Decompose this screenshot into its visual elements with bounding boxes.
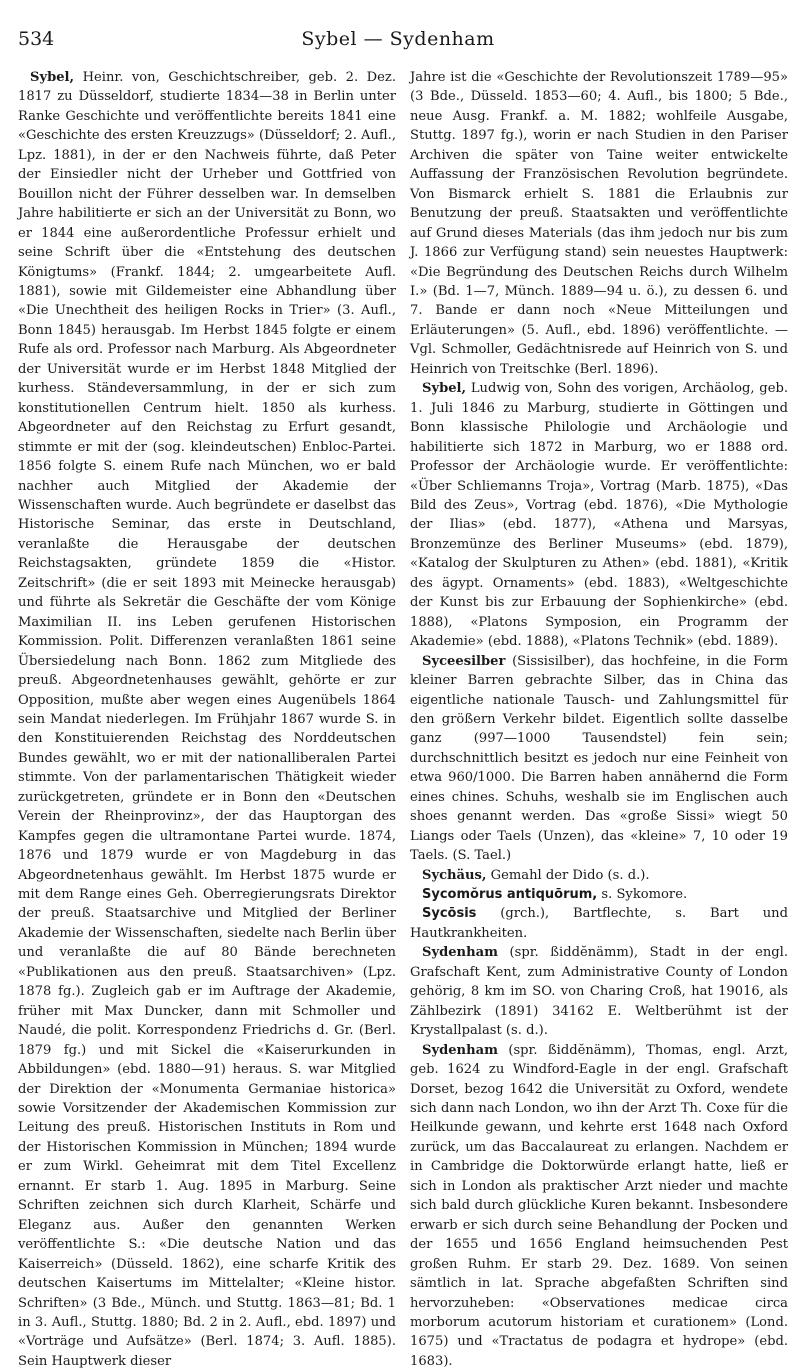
entry-sydenham-town <box>410 943 788 1040</box>
entry-text: Gemahl der Dido (s. d.). <box>490 867 650 883</box>
entry-headword: Sybel, <box>30 70 75 85</box>
entry-syceesilber <box>410 652 788 866</box>
entry-sybel-ludwig <box>410 379 788 651</box>
entry-headword: Sybel, <box>422 381 467 397</box>
right-column <box>410 68 789 1369</box>
entry-sychaeus <box>410 866 788 885</box>
entry-sydenham-thomas <box>410 1041 788 1371</box>
entry-text: Heinr. von, Geschichtschreiber, geb. 2. Dez. 1817 zu Düsseldorf, studierte 1834—38 in Berlin unter Ranke Geschichte und veröffentlichte bereits 1841 eine «Geschichte des ersten Kreuzzugs» (Düsseldorf; 2. Aufl., Lpz. 1881), in der er den Nachweis führte, daß Peter der Einsiedler nicht der Urheber und Gottfried von Bouillon nicht der Führer desselben war. In demselben Jahre habilitierte er sich an der Universität zu Bonn, wo er 1844 eine außerordentliche Professur erhielt und seine Schrift über die «Entstehung des deutschen Königtums» (Frankf. 1844; 2. umgearbeitete Aufl. 1881), sowie mit Gildemeister eine Abhandlung über «Die Unechtheit des heiligen Rocks in Trier» (3. Aufl., Bonn 1845) herausgab. Im Herbst 1845 folgte er einem Rufe als ord. Professor nach Marburg. Als Abgeordneter der Universität wurde er im Herbst 1848 Mitglied der kurhess. Ständeversammlung, in der er sich zum konstitutionellen Centrum hielt. 1850 als kurhess. Abgeordneter auf den Reichstag zu Erfurt gesandt, stimmte er mit der (sog. kleindeutschen) Enbloc-Partei. 1856 folgte S. einem Rufe nach München, wo er bald nachher auch Mitglied der Akademie der Wissenschaften wurde. Auch begründete er daselbst das Historische Seminar, das erste in Deutschland, veranlaßte die Herausgabe der deutschen Reichstagsakten, gründete 1859 die «Histor. Zeitschrift» (die er seit 1893 mit Meinecke herausgab) und führte als Sekretär die Geschäfte der vom Könige Maximilian II. ins Leben gerufenen Historischen Kommission. Polit. Differenzen veranlaßten 1861 seine Übersiedelung nach Bonn. 1862 zum Mitgliede des preuß. Abgeordnetenhauses gewählt, gehörte er zur Opposition, mußte aber wegen eines Augenübels 1864 sein Mandat niederlegen. Im Frühjahr 1867 wurde S. in den Konstituierenden Reichstag des Norddeutschen Bundes gewählt, wo er mit der nationalliberalen Partei stimmte. Von der parlamentarischen Thätigkeit wieder zurückgetreten, gründete er in Bonn den «Deutschen Verein der Rheinprovinz», der das Hauptorgan des Kampfes gegen die ultramontane Partei wurde. 1874, 1876 und 1879 wurde er von Magdeburg in das Abgeordnetenhaus gewählt. Im Herbst 1875 wurde er mit dem Range eines Geh. Oberregierungsrats Direktor der preuß. Staatsarchive und Mitglied der Berliner Akademie der Wissenschaften, siedelte nach Berlin über und veranlaßte die auf 80 Bände berechneten «Publikationen aus den preuß. Staatsarchiven» (Lpz. 1878 fg.). Zugleich gab er im Auftrage der Akademie, früher mit Max Duncker, dann mit Schmoller und Naudé, die polit. Korrespondenz Friedrichs d. Gr. (Berl. 1879 fg.) und mit Sickel die «Kaiserurkunden in Abbildungen» (ebd. 1880—91) heraus. S. war Mitglied der Direktion der «Monumenta Germaniae historica» sowie Vorsitzender der Akademischen Kommission zur Leitung des preuß. Historischen Instituts in Rom und der Historischen Kommission in München; 1894 wurde er zum Wirkl. Geheimrat mit dem Titel Excellenz ernannt. Er starb 1. Aug. 1895 in Marburg. Seine Schriften zeichnen sich durch Klarheit, Schärfe und Eleganz aus. Außer den genannten Werken veröffentlichte S.: «Die deutsche Nation und das Kaiserreich» (Düsseld. 1862), eine scharfe Kritik des deutschen Kaisertums im Mittelalter; «Kleine histor. Schriften» (3 Bde., Münch. und Stuttg. 1863—81; Bd. 1 in 3. Aufl., Stuttg. 1880; Bd. 2 in 2. Aufl., ebd. 1897) und «Vorträge und Aufsätze» (Berl. 1874; 3. Aufl. 1885). Sein Hauptwerk dieser <box>18 70 396 1369</box>
entry-headword: Sycōsis <box>422 906 477 922</box>
entry-text: (spr. ßiddĕnämm), Thomas, engl. Arzt, geb. 1624 zu Windford-Eagle in der engl. Grafschaft Dorset, bezog 1642 die Universität zu Oxford, wendete sich dann nach London, wo ihn der Arzt Th. Coxe für die Heilkunde gewann, und kehrte erst 1648 nach Oxford zurück, um das Baccalaureat zu erlangen. Nachdem er in Cambridge die Doktorwürde erlangt hatte, ließ er sich in London als praktischer Arzt nieder und machte sich bald durch glückliche Kuren bekannt. Insbesondere erwarb er sich durch seine Behandlung der Pocken und der 1655 und 1656 England heimsuchenden Pest großen Ruhm. Er starb 29. Dez. 1689. Von seinen sämtlich in lat. Sprache abgefaßten Schriften sind hervorzuheben: «Observationes medicae circa morborum acutorum historiam et curationem» (Lond. 1675) und «Tractatus de podagra et hydrope» (ebd. 1683). <box>410 1042 789 1369</box>
entry-text: s. Sykomore. <box>601 887 688 903</box>
entry-headword: Sydenham <box>422 945 498 961</box>
entry-sycosis <box>410 904 788 943</box>
entry-headword: Sycomŏrus antiquōrum, <box>422 887 598 903</box>
entry-sycomorus <box>410 885 788 904</box>
entry-text: (grch.), Bartflechte, s. Bart und Hautkrankheiten. <box>410 906 788 941</box>
entry-text: (Sissisilber), das hochfeine, in die Form kleiner Barren gebrachte Silber, das in China das eigentliche nationale Tausch- und Zahlungsmittel für den größern Verkehr bildet. Eigentlich sollte dasselbe ganz (997—1000 Tausendstel) fein sein; durchschnittlich besitzt es jedoch nur eine Feinheit von etwa 960/1000. Die Barren haben annähernd die Form eines chines. Schuhs, weshalb sie im Englischen auch shoes genannt werden. Das «große Sissi» wiegt 50 Liangs oder Taels (Unzen), das «kleine» 7, 10 oder 19 Taels. (S. Tael.) <box>410 653 788 864</box>
entry-text: Ludwig von, Sohn des vorigen, Archäolog, geb. 1. Juli 1846 zu Marburg, studierte in Göttingen und Bonn klassische Philologie und Archäologie und habilitierte sich 1872 in Marburg, wo er 1888 ord. Professor der Archäologie wurde. Er veröffentlichte: «Über Schliemanns Troja», Vortrag (Marb. 1875), «Das Bild des Zeus», Vortrag (ebd. 1876), «Die Mythologie der Ilias» (ebd. 1877), «Athena und Marsyas, Bronzemünze des Berliner Museums» (ebd. 1879), «Katalog der Skulpturen zu Athen» (ebd. 1881), «Kritik des ägypt. Ornaments» (ebd. 1883), «Weltgeschichte der Kunst bis zur Erbauung der Sophienkirche» (ebd. 1888), «Platons Symposion, ein Programm der Akademie» (ebd. 1888), «Platons Technik» (ebd. 1889). <box>410 381 788 650</box>
entry-text: (spr. ßiddĕnämm), Stadt in der engl. Grafschaft Kent, zum Administrative County of London gehörig, 8 km im SO. von Charing Croß, hat 19016, als Zählbezirk (1891) 34162 E. Weltberühmt ist der Krystallpalast (s. d.). <box>410 945 788 1039</box>
entry-headword: Syceesilber <box>422 653 506 669</box>
entry-text: Jahre ist die «Geschichte der Revolutionszeit 1789—95» (3 Bde., Düsseld. 1853—60; 4. Aufl., bis 1800; 5 Bde., neue Ausg. Frankf. a. M. 1882; wohlfeile Ausgabe, Stuttg. 1897 fg.), worin er nach Studien in den Pariser Archiven die später von Taine weiter entwickelte Auffassung der Französischen Revolution begründete. Von Bismarck erhielt S. 1881 die Erlaubnis zur Benutzung der preuß. Staatsakten und veröffentlichte auf Grund dieses Materials (das ihm jedoch nur bis zum J. 1866 zur Verfügung stand) sein neuestes Hauptwerk: «Die Begründung des Deutschen Reichs durch Wilhelm I.» (Bd. 1—7, Münch. 1889—94 u. ö.), zu dessen 6. und 7. Bande er dann noch «Neue Mitteilungen und Erläuterungen» (5. Aufl., ebd. 1896) veröffentlichte. — Vgl. Schmoller, Gedächtnisrede auf Heinrich von S. und Heinrich von Treitschke (Berl. 1896). <box>410 70 788 377</box>
running-head <box>18 28 778 62</box>
text-columns <box>18 68 789 1369</box>
entry-headword: Sydenham <box>422 1042 498 1058</box>
entry-sybel-heinrich-continued <box>410 68 788 379</box>
page-number: 534 <box>18 28 55 50</box>
left-column <box>18 68 396 1369</box>
entry-headword: Sychäus, <box>422 867 487 883</box>
running-title: Sybel — Sydenham <box>301 28 495 50</box>
entry-sybel-heinrich <box>18 68 396 1371</box>
